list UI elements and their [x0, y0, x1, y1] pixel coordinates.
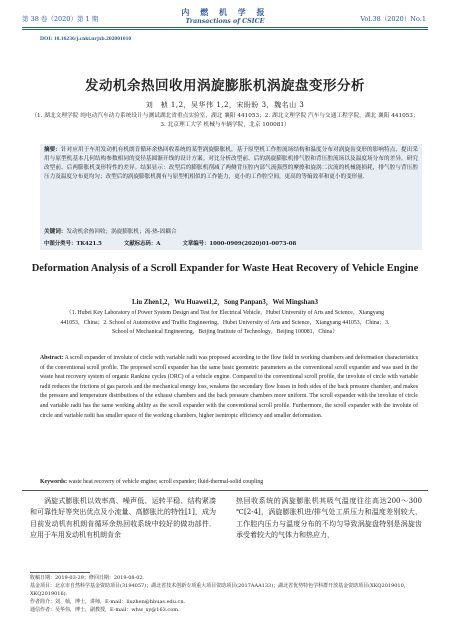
doi[interactable]: DOI: 10.16236/j.cnki.nrjxb.202001010	[40, 36, 132, 42]
footnote-corresponding: 通信作者：吴华伟，博士，副教授，E-mail：whw_xy@163.com.	[30, 607, 180, 613]
journal-volume-issue-en: Vol.38（2020）No.1	[360, 15, 426, 23]
article-number: 文章编号：1000-0909(2020)01-0073-08	[182, 241, 297, 247]
abstract-cn-label: 摘要：	[44, 147, 62, 153]
keywords-en-text: waste heat recovery of vehicle engine; scroll expander; fluid-thermal-solid coupling	[68, 479, 264, 485]
article-meta-cn	[44, 239, 418, 247]
footnote-author: 作者简介：刘 桢，博士，讲师，E-mail：liuzhen@hbuas.edu.cn.	[30, 599, 186, 605]
abstract-en	[40, 354, 418, 421]
footnote-dates: 收稿日期：2019-03-29；修回日期：2019-08-02.	[30, 575, 145, 581]
abstract-en-text: A scroll expander of involute of circle with variable radii was proposed according to the flow field in working chambers and deformation characteristics of the conventional scroll profile. The proposed scroll expander has the same basic geometric parameters as the conventional scroll expander and was used in the waste heat recovery system of organic Rankine cycles (ORC) of a vehicle engine. Compared to the conventional scroll profile, the involute of circle with variable radii reduces the frictions of gas parcels and the mechanical energy loss, weakens the secondary flow losses in both sides of the back pressure chamber, and makes the pressure and temperature distributions of the exhaust chambers and the back pressure chambers more uniform. The scroll expander with the involute of circle and variable radii has the same working ability as the scroll expander with the conventional scroll profile. Furthermore, the scroll expander with the involute of circle and variable radii has smaller space of the working chambers, higher isentropic efficiency and smaller deformation.	[40, 355, 418, 419]
keywords-cn-text: 发动机余热回收；涡旋膨胀机；流-热-固耦合	[66, 229, 177, 235]
authors-cn: 刘 桢 1,2，吴华伟 1,2，宋盼盼 3，魏名山 3	[145, 101, 305, 109]
section-divider	[22, 490, 428, 491]
abstract-cn-text: 针对应用于车用发动机有机朗肯循环余热回收系统的某型涡旋膨胀机，基于原型机工作腔流场结构和温度分布对涡旋齿变形的影响特点，提出采用与原型机基本几何结构参数相同的变径基圆渐开线的设计方案。对比分析改型前、后的涡旋膨胀机排气腔和背压腔流场以及温度场分布的差异，研究改型前、后两膨胀机变形特性的差异。结果显示：改型后的膨胀机削减了两侧背压腔内部气流强烈的摩擦和旋涡二次流的机械能损耗，排气腔与背压腔压力及温度分布更均匀；改型后的涡旋膨胀机拥有与原型机相似的工作能力，更小的工作腔空间，更高的等熵效率和更小的变形量.	[44, 147, 418, 180]
keywords-en-label: Keywords:	[40, 479, 68, 485]
journal-title-cn: 内 燃 机 学 报	[181, 7, 269, 17]
abstract-en-label: Abstract:	[40, 355, 64, 361]
footnote-rule	[30, 572, 90, 573]
journal-title-en: Transactions of CSICE	[185, 18, 265, 25]
affiliations-cn: （1. 湖北文理学院 纯电动汽车动力系统设计与测试湖北省重点实验室，湖北 襄阳 441053；2. 湖北文理学院 汽车与交通工程学院，湖北 襄阳 441053；3. 北京理工大学 机械与车辆学院，北京 100081）	[31, 113, 419, 128]
keywords-en	[40, 479, 418, 485]
authors-en: Liu Zhen1,2，Wu Huawei1,2，Song Panpan3，Wei Mingshan3	[131, 299, 319, 306]
header-rule	[22, 27, 428, 28]
header-rule-thin	[22, 29, 428, 30]
keywords-cn-label: 关键词：	[44, 229, 67, 235]
clc-number: 中图分类号：TK421.5	[44, 241, 102, 247]
paper-title-cn: 发动机余热回收用涡旋膨胀机涡旋盘变形分析	[85, 78, 365, 94]
footnote-funding: 基金项目：北京市自然科学基金资助项目(3194057)；湖北省技术创新专项重大项目资助项目(2017AAA133)；湖北省优势特色学科群开放基金资助项目(XKQ2019010，XKQ2019016).	[30, 583, 409, 597]
affiliations-en: （1. Hubei Key Laboratory of Power System Design and Test for Electrical Vehicle，Hubei University of Arts and Science，Xiangyang 441053，China；2. School of Automotive and Traffic Engineering，Hubei University of Arts and Science，Xiangyang 441053，China；3. School of Mechanical Engineering，Beijing Institute of Technology，Beijing 100081，China）	[60, 310, 390, 335]
keywords-cn	[44, 227, 418, 235]
journal-volume-issue: 第 38 卷（2020）第 1 期	[22, 15, 99, 23]
abstract-cn	[44, 146, 418, 182]
body-text-right-column: 热回收系统的涡旋膨胀机其吸气温度往往高达200～300 ℃[2-4]，涡旋膨胀机进/排气处工质压力和温度差别较大，工作腔内压力与温度分布的不均匀导致涡旋盘特别是涡旋齿承受着较大的气体力和热应力，	[236, 497, 422, 539]
body-text-left-column: 涡旋式膨胀机以效率高、噪声低、运转平稳、结构紧凑和可靠性好等突出优点及小流量、高膨胀比的特性[1]，成为目前发动机有机朗肯循环余热回收系统中较好的做功部件．应用于车用发动机有机朗肯余	[30, 497, 216, 539]
paper-title-en: Deformation Analysis of a Scroll Expander for Waste Heat Recovery of Vehicle Engine	[31, 263, 419, 274]
document-code: 文献标志码：A	[123, 241, 161, 247]
